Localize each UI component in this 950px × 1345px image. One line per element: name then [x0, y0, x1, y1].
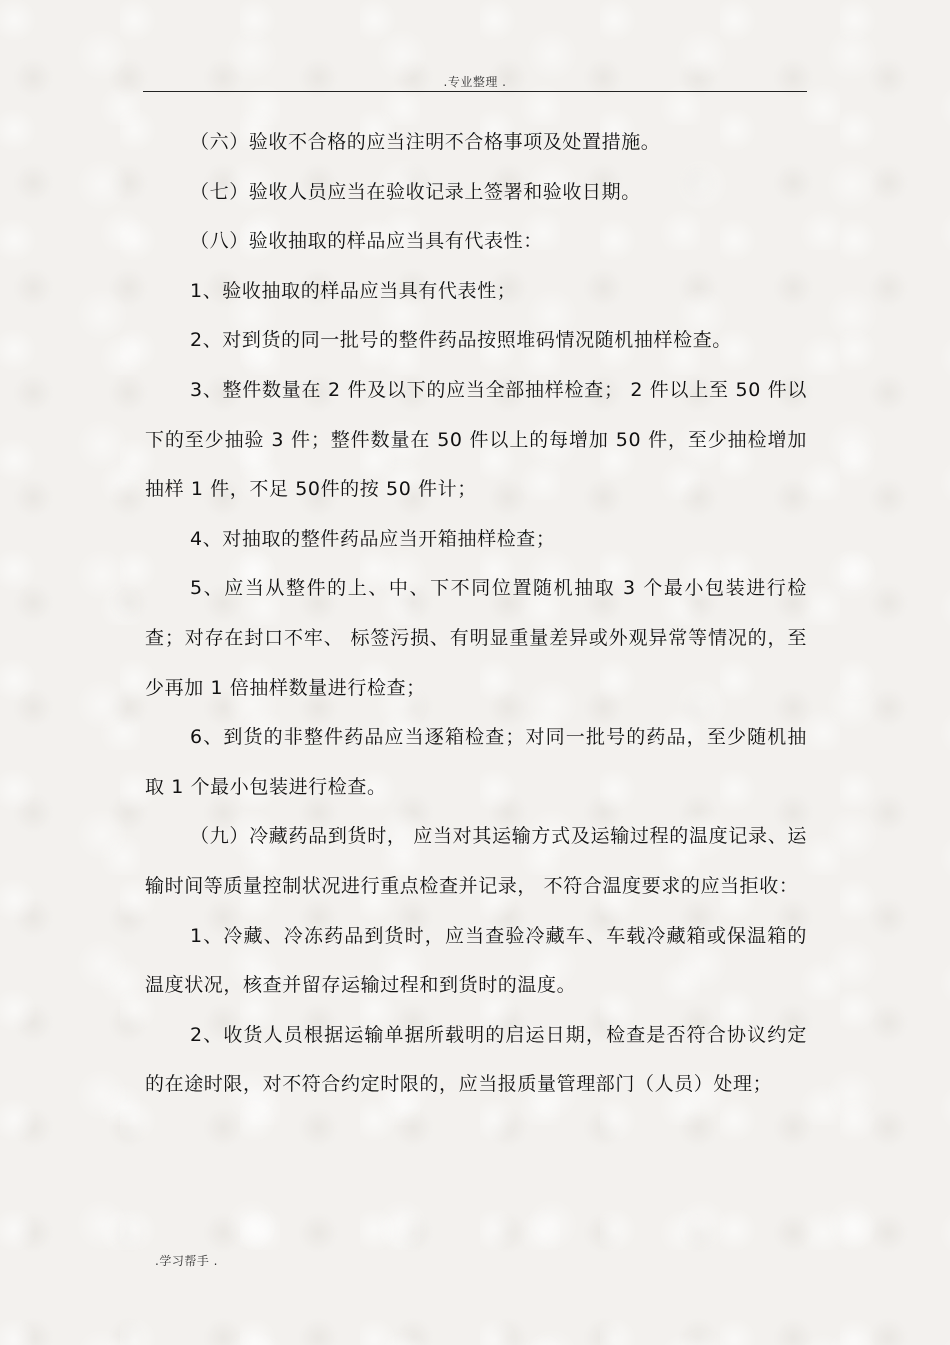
- paragraph-8-item-2: 2、对到货的同一批号的整件药品按照堆码情况随机抽样检查。: [190, 329, 732, 352]
- page-footer: .学习帮手 .: [155, 1254, 218, 1268]
- paragraph-8-item-5: 5、应当从整件的上、中、下不同位置随机抽取 3 个最小包装进行检查；对存在封口不牢、 标签污损、有明显重量差异或外观异常等情况的，至少再加 1 倍抽样数量进行检查；: [145, 577, 807, 699]
- paragraph-8-item-1: 1、验收抽取的样品应当具有代表性；: [190, 279, 517, 302]
- document-body: [145, 118, 807, 1110]
- paragraph-6: （六）验收不合格的应当注明不合格事项及处置措施。: [190, 131, 661, 153]
- paragraph-8: （八）验收抽取的样品应当具有代表性：: [190, 230, 543, 253]
- paragraph-9-item-1: 1、冷藏、冷冻药品到货时，应当查验冷藏车、车载冷藏箱或保温箱的温度状况，核查并留存运输过程和到货时的温度。: [145, 924, 807, 997]
- paragraph-7: （七）验收人员应当在验收记录上签署和验收日期。: [190, 180, 641, 203]
- paragraph-9: （九）冷藏药品到货时， 应当对其运输方式及运输过程的温度记录、运输时间等质量控制状况进行重点检查并记录， 不符合温度要求的应当拒收：: [145, 825, 807, 897]
- paragraph-8-item-4: 4、对抽取的整件药品应当开箱抽样检查；: [190, 527, 556, 550]
- paragraph-8-item-3: 3、整件数量在 2 件及以下的应当全部抽样检查； 2 件以上至 50 件以下的至少抽验 3 件；整件数量在 50 件以上的每增加 50 件，至少抽检增加抽样 1 件，不足 50件的按 50 件计；: [145, 378, 807, 501]
- paragraph-8-item-6: 6、到货的非整件药品应当逐箱检查；对同一批号的药品，至少随机抽取 1 个最小包装进行检查。: [145, 726, 807, 798]
- header-divider: [143, 91, 807, 92]
- paragraph-9-item-2: 2、收货人员根据运输单据所载明的启运日期，检查是否符合协议约定的在途时限，对不符合约定时限的，应当报质量管理部门（人员）处理；: [145, 1023, 807, 1096]
- page-header: .专业整理 .: [443, 75, 507, 89]
